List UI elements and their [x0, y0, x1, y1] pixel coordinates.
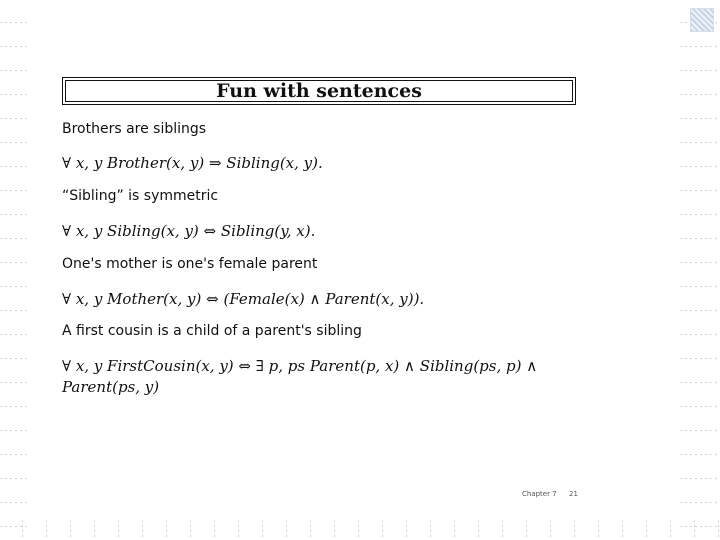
statement-4: A first cousin is a child of a parent's sibling — [62, 323, 362, 339]
right-dot-border — [680, 0, 720, 540]
formula-2: ∀ x, y Sibling(x, y) ⇔ Sibling(y, x). — [62, 222, 316, 240]
left-dot-border — [0, 0, 28, 540]
statement-2: “Sibling” is symmetric — [62, 188, 219, 204]
slide-title: Fun with sentences — [216, 80, 422, 102]
title-box — [62, 77, 576, 105]
formula-1: ∀ x, y Brother(x, y) ⇒ Sibling(x, y). — [62, 154, 323, 172]
formula-4-line-1: ∀ x, y FirstCousin(x, y) ⇔ ∃ p, ps Parent(p, x) ∧ Sibling(ps, p) ∧ — [62, 357, 538, 375]
statement-3: One's mother is one's female parent — [62, 256, 318, 272]
footer-page-number: 21 — [569, 490, 578, 498]
corner-logo-icon — [690, 8, 714, 32]
bottom-dot-border — [0, 520, 720, 540]
formula-4-line-2: Parent(ps, y) — [62, 378, 160, 396]
statement-1: Brothers are siblings — [62, 121, 207, 137]
footer-chapter: Chapter 7 — [522, 490, 557, 498]
formula-3: ∀ x, y Mother(x, y) ⇔ (Female(x) ∧ Parent(x, y)). — [62, 290, 425, 308]
